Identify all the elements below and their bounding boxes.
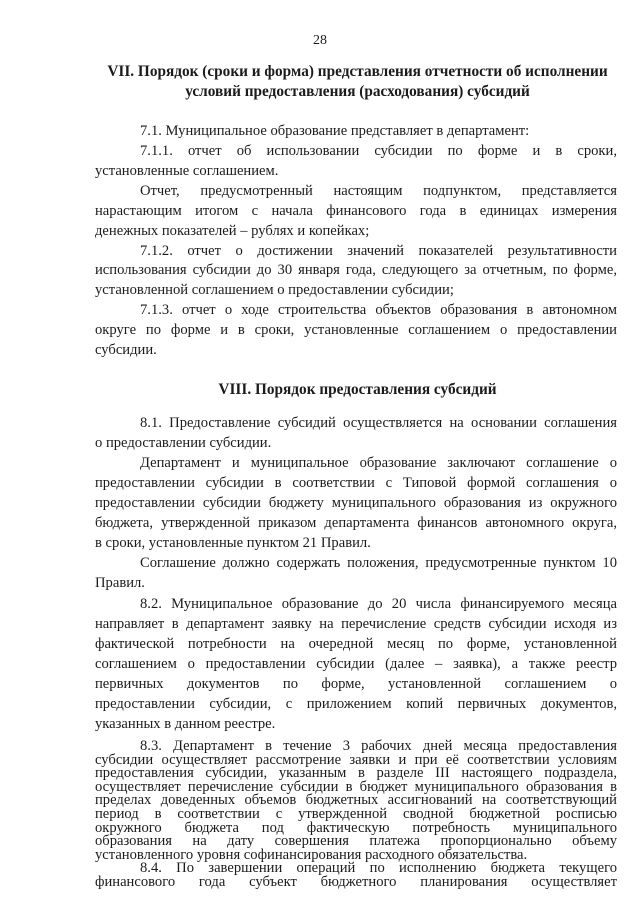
paragraph-line: денежных показателей – рублях и копейках; (95, 223, 370, 239)
paragraph-line: Соглашение должно содержать положения, предусмотренные пунктом 10 (140, 555, 617, 571)
paragraph-line: фактической потребности на очередной месяц по форме, установленной (95, 636, 617, 652)
paragraph-line: субсидии. (95, 342, 157, 358)
paragraph-line: образования на дату совершения платежа пропорционально объему (95, 833, 617, 850)
paragraph-line: финансового года субъект бюджетного планирования осуществляет (95, 874, 617, 890)
paragraph-line: бюджета, утвержденной приказом департамента финансов автономного округа, (95, 515, 617, 531)
paragraph-line: соглашением о предоставлении субсидии (далее – заявка), а также реестр (95, 656, 617, 672)
paragraph-line: Департамент и муниципальное образование заключают соглашение о (140, 455, 617, 471)
paragraph-line: окружного бюджета под фактическую потребность муниципального (95, 819, 617, 836)
paragraph-line: предоставлении субсидии, с приложением копий первичных документов, (95, 696, 617, 712)
paragraph-line: установленного уровня софинансирования расходного обязательства. (95, 846, 528, 863)
paragraph-line: 8.4. По завершении операций по исполнению бюджета текущего (140, 860, 617, 877)
paragraph-line: 7.1.2. отчет о достижении значений показателей результативности (140, 243, 617, 259)
paragraph-line: установленные соглашением. (95, 163, 279, 179)
paragraph-line: 8.3. Департамент в течение 3 рабочих дней месяца предоставления (140, 738, 617, 754)
paragraph-line: 7.1.3. отчет о ходе строительства объектов образования в автономном (140, 302, 617, 318)
paragraph-line: Отчет, предусмотренный настоящим подпунктом, представляется (140, 183, 617, 199)
paragraph-line: пределах доведенных объемов бюджетных ассигнований на соответствующий (95, 792, 617, 809)
paragraph-line: использования субсидии до 30 января года, следующего за отчетным, по форме, (95, 262, 617, 278)
paragraph-line: установленной соглашением о предоставлении субсидии; (95, 282, 454, 298)
paragraph-line: Правил. (95, 575, 145, 591)
paragraph-line: 7.1. Муниципальное образование представляет в департамент: (140, 123, 530, 139)
paragraph-line: осуществляет перечисление субсидии в бюджет муниципального образования в (95, 778, 617, 795)
paragraph-line: 8.1. Предоставление субсидий осуществляется на основании соглашения (140, 415, 617, 431)
paragraph-line: период в соответствии с утвержденной сводной бюджетной росписью (95, 806, 617, 822)
paragraph-line: округе по форме и в сроки, установленные соглашением о предоставлении (95, 322, 617, 338)
section-7-heading-line-2: условий предоставления (расходования) субсидий (185, 83, 530, 100)
paragraph-line: в сроки, установленные пунктом 21 Правил. (95, 535, 371, 551)
paragraph-line: первичных документов по форме, установленной соглашением о (95, 676, 617, 692)
paragraph-line: субсидии осуществляет рассмотрение заявки и при её соответствии условиям (95, 751, 617, 768)
paragraph-line: предоставлении субсидии в соответствии с Типовой формой соглашения о (95, 475, 617, 491)
paragraph-line: 8.2. Муниципальное образование до 20 числа финансируемого месяца (140, 596, 617, 612)
paragraph-line: указанных в данном реестре. (95, 716, 276, 732)
page-number: 28 (313, 33, 327, 48)
paragraph-line: предоставлении субсидии бюджету муниципального образования из окружного (95, 495, 617, 511)
paragraph-line: нарастающим итогом с начала финансового года в единицах измерения (95, 203, 617, 219)
paragraph-line: направляет в департамент заявку на перечисление средств субсидии исходя из (95, 616, 617, 632)
section-8-heading: VIII. Порядок предоставления субсидий (218, 381, 497, 398)
paragraph-line: предоставления субсидии, указанным в разделе III настоящего подраздела, (95, 765, 617, 782)
paragraph-line: о предоставлении субсидии. (95, 435, 272, 451)
section-7-heading-line-1: VII. Порядок (сроки и форма) представления отчетности об исполнении (107, 63, 608, 80)
paragraph-line: 7.1.1. отчет об использовании субсидии по форме и в сроки, (140, 143, 617, 159)
